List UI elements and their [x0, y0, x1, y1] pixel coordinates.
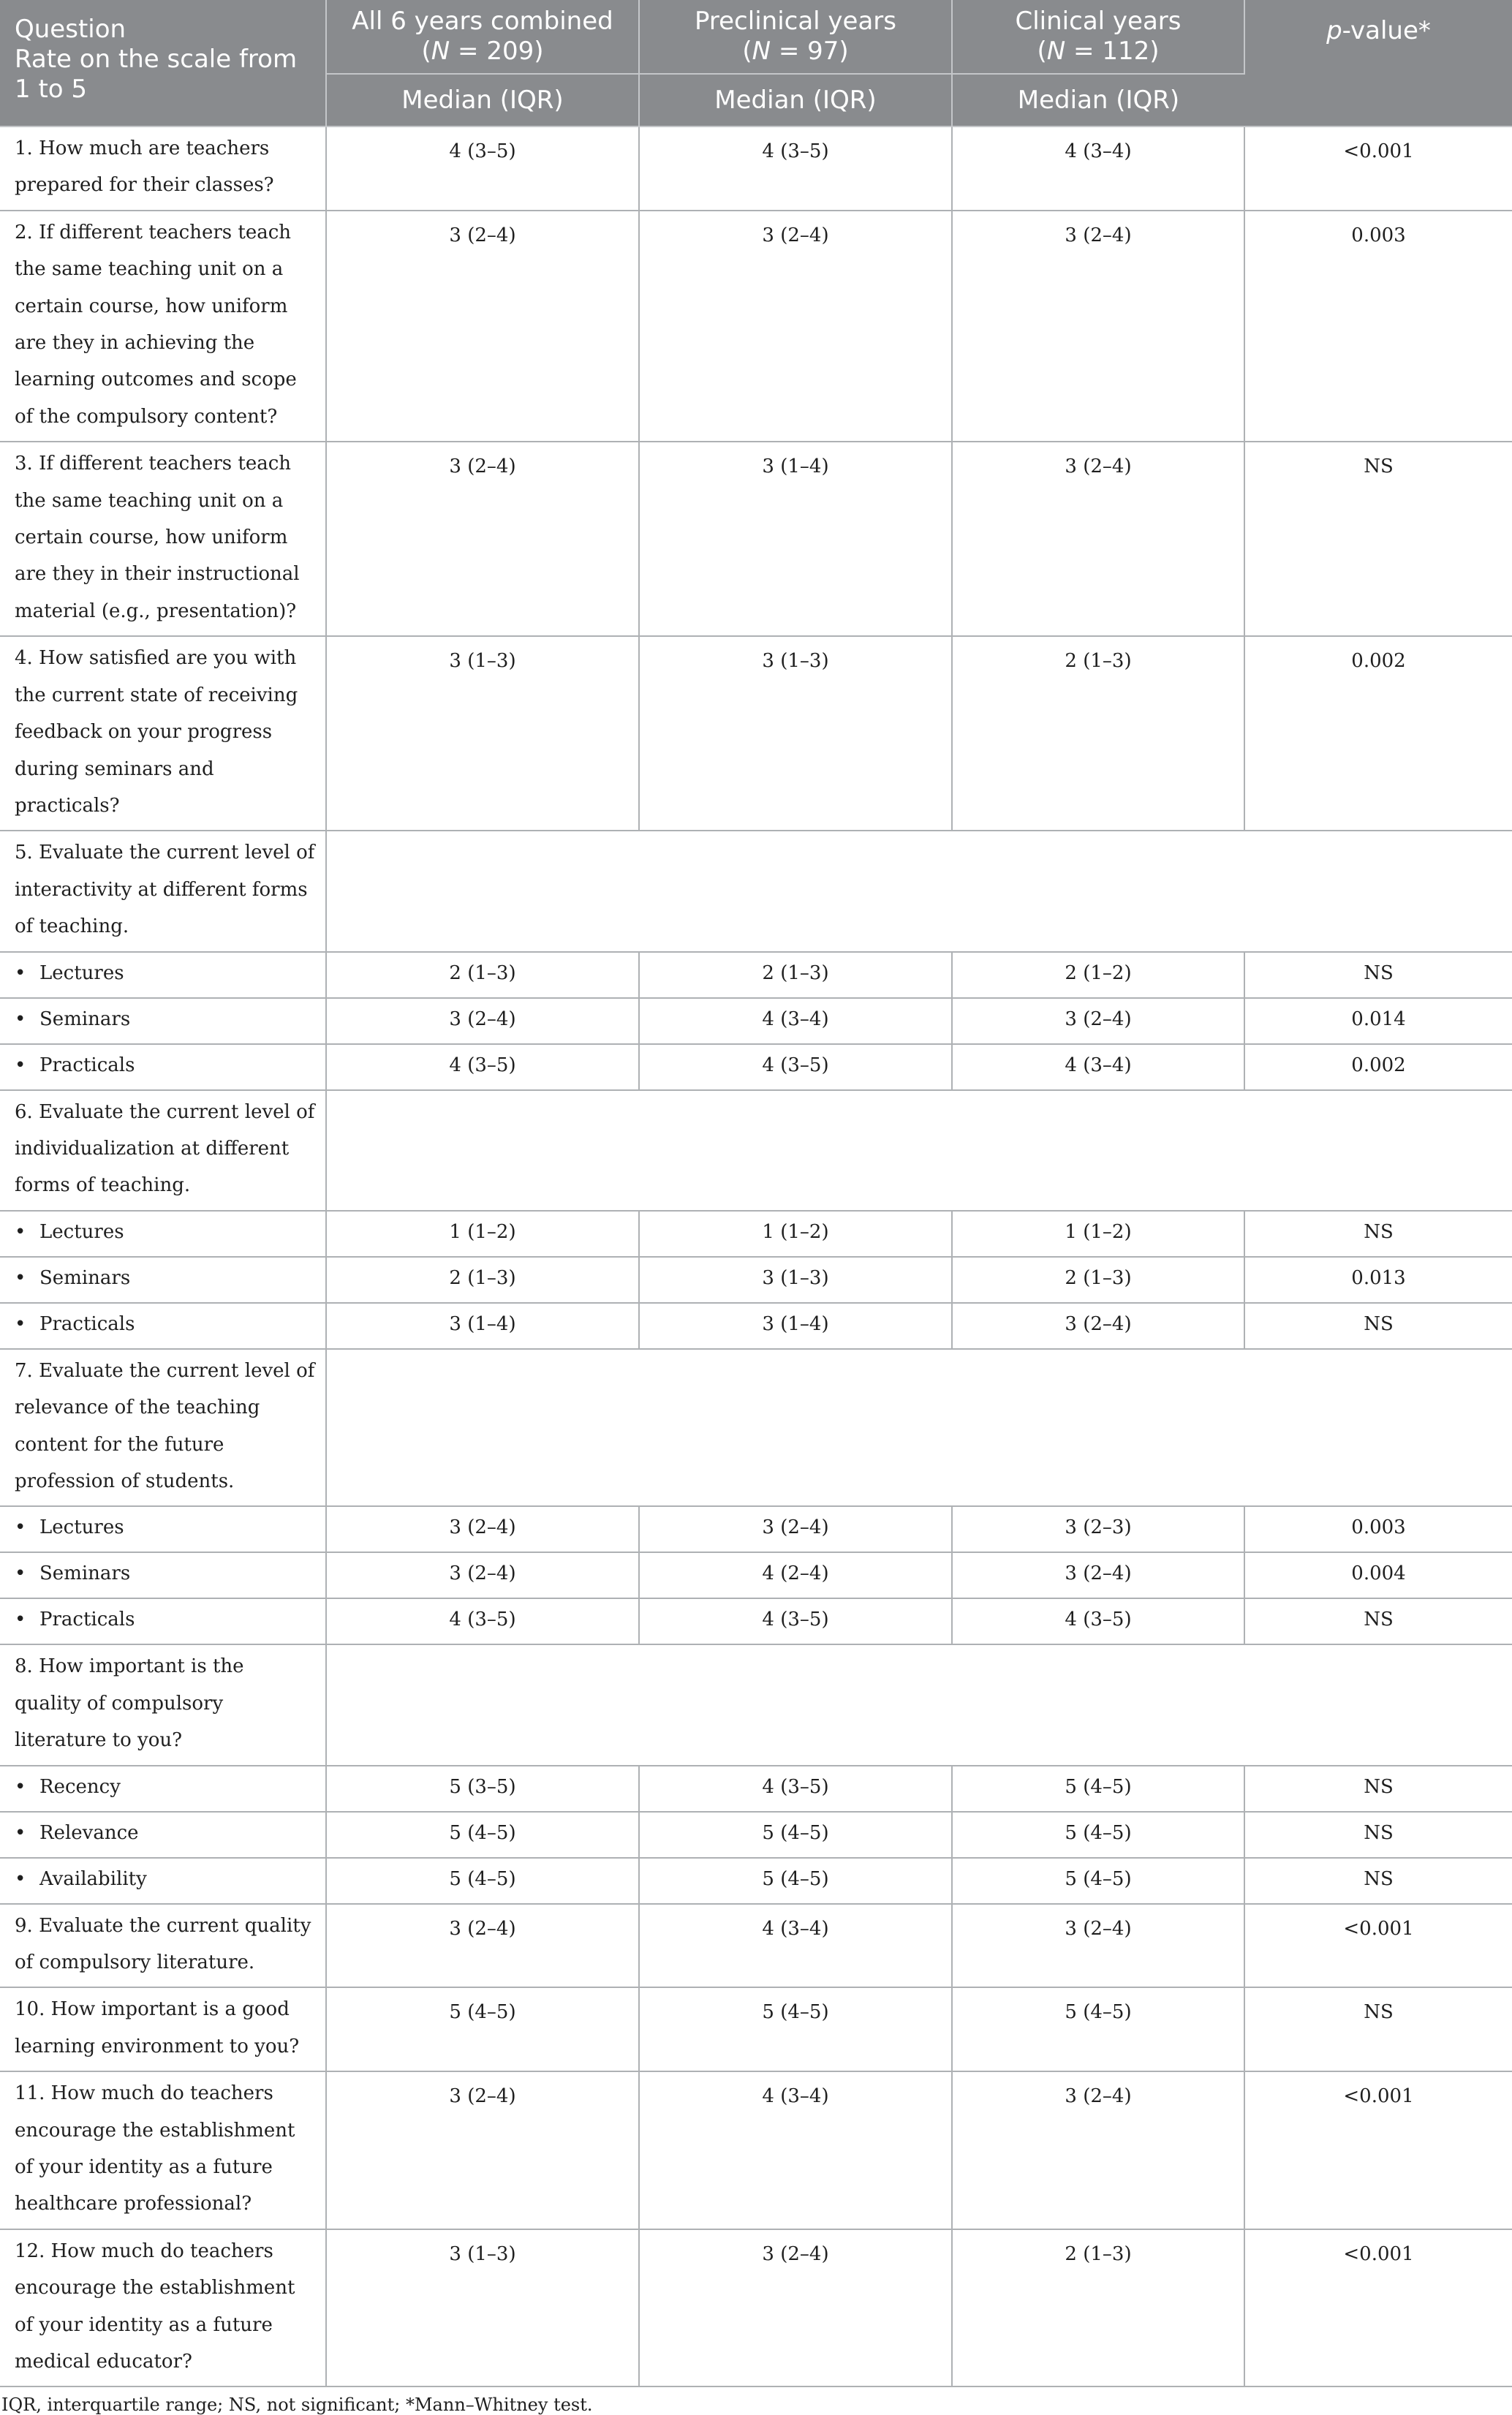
median-all: 2 (1–3) — [326, 1257, 639, 1303]
question-text: 3. If different teachers teach the same teaching unit on a certain course, how uniform are they in their instructional material (e.g., presentation)? — [0, 442, 326, 636]
table-subrow — [0, 1303, 1512, 1349]
table-subrow — [0, 1766, 1512, 1812]
median-preclinical: 3 (1–3) — [639, 1257, 952, 1303]
subitem-text: Relevance — [39, 1821, 139, 1844]
subitem-text: Recency — [39, 1775, 121, 1798]
question-text: 9. Evaluate the current quality of compulsory literature. — [0, 1904, 326, 1988]
median-clinical: 2 (1–2) — [952, 952, 1244, 998]
subitem-label — [0, 1044, 326, 1090]
median-clinical: 3 (2–4) — [952, 211, 1244, 442]
table-row — [0, 1349, 1512, 1507]
p-value: 0.003 — [1244, 1506, 1512, 1552]
p-value: NS — [1244, 1211, 1512, 1257]
median-preclinical: 3 (1–3) — [639, 636, 952, 831]
table-subrow — [0, 952, 1512, 998]
median-clinical: 3 (2–4) — [952, 1303, 1244, 1349]
question-text: 5. Evaluate the current level of interactivity at different forms of teaching. — [0, 831, 326, 951]
subitem-text: Practicals — [39, 1609, 135, 1631]
table-row — [0, 126, 1512, 211]
median-all: 3 (2–4) — [326, 998, 639, 1044]
header-preclinical-n: (N = 97) — [742, 37, 849, 66]
p-value: 0.014 — [1244, 998, 1512, 1044]
header-preclinical-title: Preclinical years — [695, 7, 896, 36]
bullet-icon: • — [15, 1821, 26, 1844]
subitem-text: Seminars — [39, 1008, 131, 1030]
table-subrow — [0, 1506, 1512, 1552]
median-all: 3 (1–4) — [326, 1303, 639, 1349]
subitem-label — [0, 1211, 326, 1257]
empty-cell — [326, 831, 1512, 951]
table-subrow — [0, 1598, 1512, 1644]
median-clinical: 3 (2–3) — [952, 1506, 1244, 1552]
median-clinical: 5 (4–5) — [952, 1812, 1244, 1858]
p-value: NS — [1244, 952, 1512, 998]
subheader-cli-median: Median (IQR) — [952, 74, 1244, 126]
bullet-icon: • — [15, 961, 26, 984]
bullet-icon: • — [15, 1266, 26, 1289]
table-row — [0, 2229, 1512, 2387]
p-value: <0.001 — [1244, 1904, 1512, 1988]
median-preclinical: 2 (1–3) — [639, 952, 952, 998]
median-all: 5 (4–5) — [326, 1858, 639, 1904]
median-preclinical: 3 (2–4) — [639, 2229, 952, 2387]
subitem-label — [0, 1598, 326, 1644]
subitem-text: Practicals — [39, 1054, 135, 1076]
subitem-label — [0, 998, 326, 1044]
subitem-label — [0, 1257, 326, 1303]
subitem-text: Availability — [39, 1867, 147, 1890]
subitem-label — [0, 1303, 326, 1349]
header-question — [0, 0, 326, 126]
median-clinical: 2 (1–3) — [952, 1257, 1244, 1303]
median-all: 2 (1–3) — [326, 952, 639, 998]
subitem-text: Practicals — [39, 1312, 135, 1335]
median-all: 4 (3–5) — [326, 1044, 639, 1090]
empty-cell — [326, 1349, 1512, 1507]
table-subrow — [0, 998, 1512, 1044]
median-clinical: 4 (3–4) — [952, 1044, 1244, 1090]
median-all: 5 (4–5) — [326, 1987, 639, 2071]
median-preclinical: 3 (1–4) — [639, 442, 952, 636]
subitem-text: Lectures — [39, 1220, 124, 1243]
table-header — [0, 0, 1512, 126]
header-question-line1: Question — [15, 15, 126, 44]
median-clinical: 5 (4–5) — [952, 1987, 1244, 2071]
p-value: NS — [1244, 1987, 1512, 2071]
median-all: 1 (1–2) — [326, 1211, 639, 1257]
median-preclinical: 5 (4–5) — [639, 1987, 952, 2071]
median-all: 3 (2–4) — [326, 442, 639, 636]
p-value: NS — [1244, 1766, 1512, 1812]
median-clinical: 3 (2–4) — [952, 1904, 1244, 1988]
header-all-years-n: (N = 209) — [421, 37, 544, 66]
median-clinical: 5 (4–5) — [952, 1858, 1244, 1904]
median-all: 3 (2–4) — [326, 1552, 639, 1598]
table-row — [0, 2071, 1512, 2229]
median-preclinical: 5 (4–5) — [639, 1812, 952, 1858]
bullet-icon: • — [15, 1220, 26, 1243]
header-clinical — [952, 0, 1244, 74]
table-subrow — [0, 1257, 1512, 1303]
bullet-icon: • — [15, 1054, 26, 1076]
p-value: NS — [1244, 1598, 1512, 1644]
subitem-text: Seminars — [39, 1266, 131, 1289]
header-clinical-n: (N = 112) — [1037, 37, 1160, 66]
median-clinical: 2 (1–3) — [952, 2229, 1244, 2387]
median-preclinical: 4 (2–4) — [639, 1552, 952, 1598]
question-text: 7. Evaluate the current level of relevance of the teaching content for the future profession of students. — [0, 1349, 326, 1507]
header-clinical-title: Clinical years — [1015, 7, 1182, 36]
median-all: 4 (3–5) — [326, 126, 639, 211]
median-all: 3 (2–4) — [326, 2071, 639, 2229]
median-clinical: 3 (2–4) — [952, 998, 1244, 1044]
subitem-text: Lectures — [39, 961, 124, 984]
bullet-icon: • — [15, 1867, 26, 1890]
bullet-icon: • — [15, 1775, 26, 1798]
question-text: 6. Evaluate the current level of individualization at different forms of teaching. — [0, 1090, 326, 1211]
median-preclinical: 4 (3–4) — [639, 998, 952, 1044]
median-preclinical: 4 (3–5) — [639, 126, 952, 211]
subitem-label — [0, 1858, 326, 1904]
median-all: 3 (1–3) — [326, 2229, 639, 2387]
p-value: NS — [1244, 1812, 1512, 1858]
subitem-label — [0, 952, 326, 998]
median-clinical: 4 (3–5) — [952, 1598, 1244, 1644]
p-value: 0.013 — [1244, 1257, 1512, 1303]
header-question-line2: Rate on the scale from 1 to 5 — [15, 45, 298, 104]
table-subrow — [0, 1044, 1512, 1090]
median-preclinical: 5 (4–5) — [639, 1858, 952, 1904]
bullet-icon: • — [15, 1312, 26, 1335]
median-preclinical: 1 (1–2) — [639, 1211, 952, 1257]
subitem-label — [0, 1552, 326, 1598]
median-clinical: 4 (3–4) — [952, 126, 1244, 211]
median-clinical: 3 (2–4) — [952, 2071, 1244, 2229]
bullet-icon: • — [15, 1008, 26, 1030]
table-subrow — [0, 1858, 1512, 1904]
table-row — [0, 1090, 1512, 1211]
median-all: 3 (1–3) — [326, 636, 639, 831]
table-subrow — [0, 1812, 1512, 1858]
median-preclinical: 4 (3–4) — [639, 2071, 952, 2229]
header-preclinical — [639, 0, 952, 74]
question-text: 2. If different teachers teach the same teaching unit on a certain course, how uniform are they in achieving the learning outcomes and scope of the compulsory content? — [0, 211, 326, 442]
median-preclinical: 3 (1–4) — [639, 1303, 952, 1349]
p-value: <0.001 — [1244, 2229, 1512, 2387]
p-value: NS — [1244, 1858, 1512, 1904]
empty-cell — [326, 1644, 1512, 1765]
subheader-all-median: Median (IQR) — [326, 74, 639, 126]
median-clinical: 3 (2–4) — [952, 442, 1244, 636]
p-value: 0.004 — [1244, 1552, 1512, 1598]
median-preclinical: 4 (3–4) — [639, 1904, 952, 1988]
question-text: 4. How satisfied are you with the current state of receiving feedback on your progress during seminars and practicals? — [0, 636, 326, 831]
p-value: 0.003 — [1244, 211, 1512, 442]
median-clinical: 5 (4–5) — [952, 1766, 1244, 1812]
subheader-pre-median: Median (IQR) — [639, 74, 952, 126]
question-text: 1. How much are teachers prepared for their classes? — [0, 126, 326, 211]
p-value: NS — [1244, 1303, 1512, 1349]
table-row — [0, 831, 1512, 951]
median-all: 4 (3–5) — [326, 1598, 639, 1644]
p-value: 0.002 — [1244, 636, 1512, 831]
empty-cell — [326, 1090, 1512, 1211]
table-row — [0, 211, 1512, 442]
bullet-icon: • — [15, 1516, 26, 1539]
median-all: 5 (4–5) — [326, 1812, 639, 1858]
median-clinical: 3 (2–4) — [952, 1552, 1244, 1598]
bullet-icon: • — [15, 1562, 26, 1585]
median-all: 5 (3–5) — [326, 1766, 639, 1812]
table-footnote: IQR, interquartile range; NS, not significant; *Mann–Whitney test. — [1, 2395, 593, 2415]
median-preclinical: 3 (2–4) — [639, 211, 952, 442]
question-text: 10. How important is a good learning environment to you? — [0, 1987, 326, 2071]
subitem-label — [0, 1766, 326, 1812]
p-value: <0.001 — [1244, 2071, 1512, 2229]
subitem-label — [0, 1812, 326, 1858]
table-row — [0, 1987, 1512, 2071]
question-text: 11. How much do teachers encourage the establishment of your identity as a future healthcare professional? — [0, 2071, 326, 2229]
header-p-value: p-value* — [1244, 0, 1512, 126]
header-all-years — [326, 0, 639, 74]
table-subrow — [0, 1211, 1512, 1257]
question-text: 12. How much do teachers encourage the establishment of your identity as a future medical educator? — [0, 2229, 326, 2387]
table-body — [0, 126, 1512, 2386]
median-preclinical: 4 (3–5) — [639, 1044, 952, 1090]
subitem-label — [0, 1506, 326, 1552]
median-preclinical: 4 (3–5) — [639, 1598, 952, 1644]
median-preclinical: 3 (2–4) — [639, 1506, 952, 1552]
bullet-icon: • — [15, 1609, 26, 1631]
header-all-years-title: All 6 years combined — [352, 7, 613, 36]
p-value: <0.001 — [1244, 126, 1512, 211]
median-all: 3 (2–4) — [326, 1506, 639, 1552]
subitem-text: Seminars — [39, 1562, 131, 1585]
median-clinical: 2 (1–3) — [952, 636, 1244, 831]
median-all: 3 (2–4) — [326, 211, 639, 442]
p-value: 0.002 — [1244, 1044, 1512, 1090]
table-row — [0, 1644, 1512, 1765]
median-all: 3 (2–4) — [326, 1904, 639, 1988]
question-text: 8. How important is the quality of compulsory literature to you? — [0, 1644, 326, 1765]
table-row — [0, 442, 1512, 636]
median-clinical: 1 (1–2) — [952, 1211, 1244, 1257]
p-value: NS — [1244, 442, 1512, 636]
median-preclinical: 4 (3–5) — [639, 1766, 952, 1812]
table-row — [0, 636, 1512, 831]
table-subrow — [0, 1552, 1512, 1598]
table-row — [0, 1904, 1512, 1988]
subitem-text: Lectures — [39, 1516, 124, 1539]
